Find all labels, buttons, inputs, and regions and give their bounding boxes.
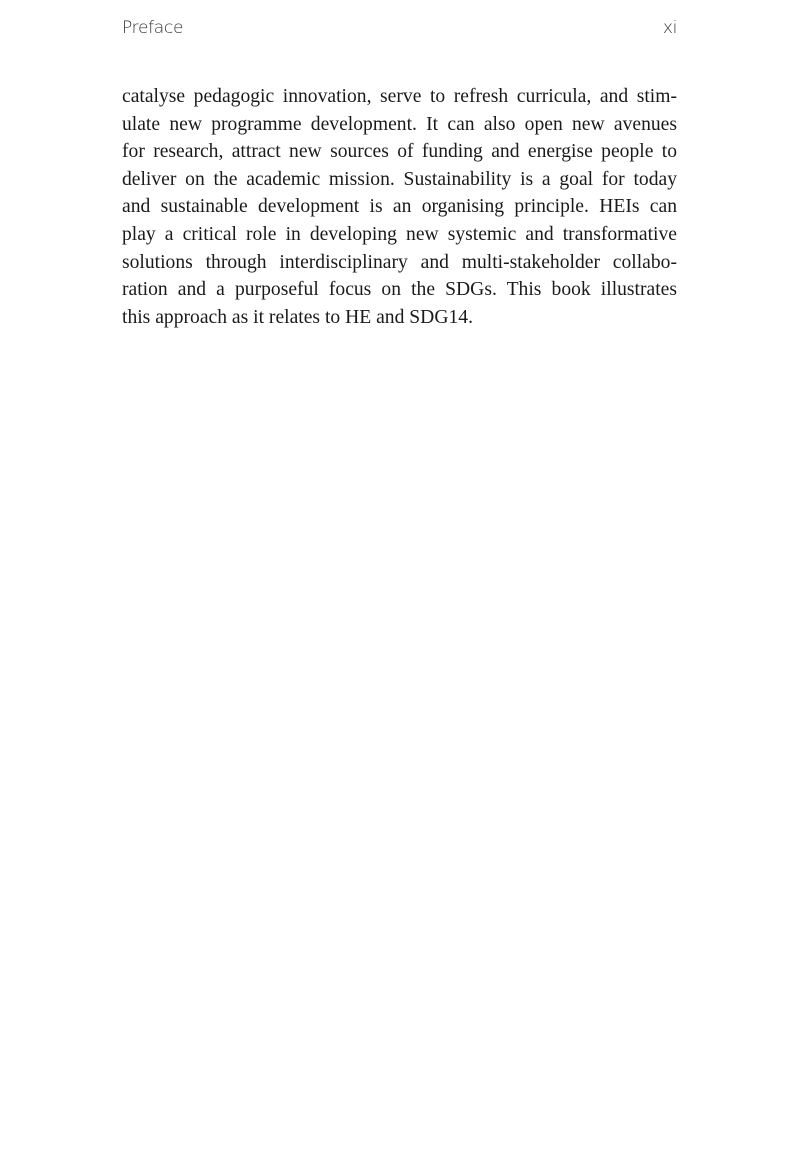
text-line: ration and a purposeful focus on the SDGs. This book illustrates xyxy=(122,279,677,301)
text-line: for research, attract new sources of funding and energise people to xyxy=(122,141,677,163)
text-line: catalyse pedagogic innovation, serve to refresh curricula, and stim- xyxy=(122,86,677,107)
text-line: solutions through interdisciplinary and multi-stakeholder collabo- xyxy=(122,251,677,273)
text-line: play a critical role in developing new systemic and transformative xyxy=(122,223,677,245)
running-head-title: Preface xyxy=(122,18,184,38)
text-line: this approach as it relates to HE and SDG14. xyxy=(122,306,473,328)
text-line: and sustainable development is an organising principle. HEIs can xyxy=(122,196,677,218)
text-line: deliver on the academic mission. Sustainability is a goal for today xyxy=(122,168,677,190)
body-paragraph xyxy=(122,83,677,331)
text-line: ulate new programme development. It can also open new avenues xyxy=(122,113,677,135)
running-head xyxy=(122,18,677,42)
page-number: xi xyxy=(662,18,677,38)
